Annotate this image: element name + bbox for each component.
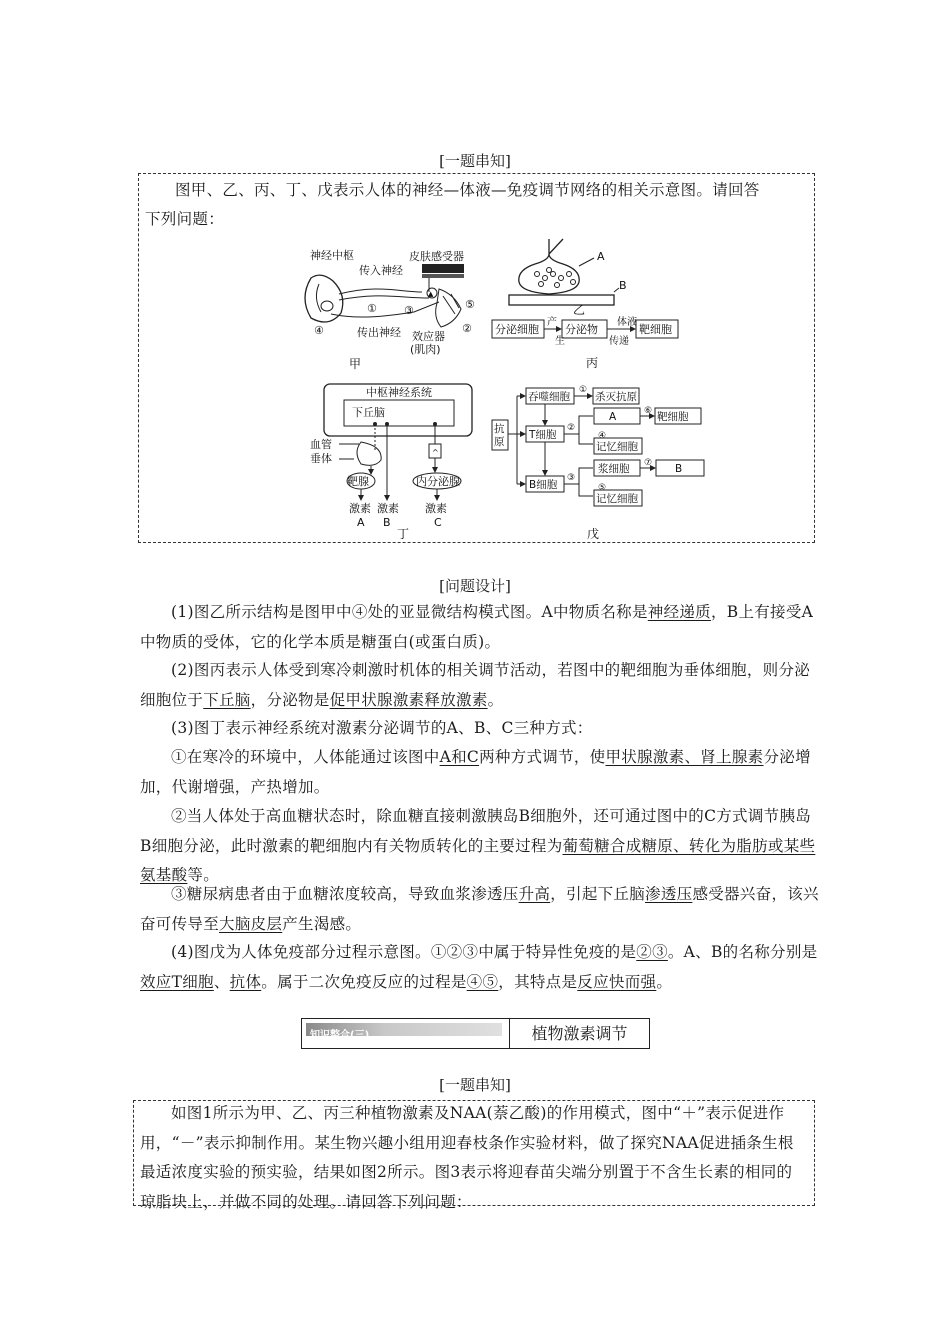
figure-yi-synapse bbox=[509, 239, 627, 317]
bing-substance: 分泌物 bbox=[565, 323, 598, 336]
question-3-2: ②当人体处于高血糖状态时，除血糖直接刺激胰岛B细胞外，还可通过图中的C方式调节胰岛B细胞分泌，此时激素的靶细胞内有关物质转化的主要过程为葡萄糖合成糖原、转化为脂肪或某些氨基酸等。 bbox=[140, 807, 816, 884]
wu-antigen2: 原 bbox=[494, 436, 505, 448]
figure-wu-immunity bbox=[492, 385, 704, 541]
ding-gland: 靶腺 bbox=[347, 475, 369, 488]
label-yi-a: A bbox=[597, 250, 605, 263]
question-3: (3)图丁表示神经系统对激素分泌调节的A、B、C三种方式： bbox=[171, 719, 593, 737]
section-heading-3: [一题串知] bbox=[439, 1076, 511, 1094]
wu-n2: ② bbox=[567, 423, 576, 433]
knowledge-title: 植物激素调节 bbox=[531, 1024, 628, 1043]
wu-antigen1: 抗 bbox=[494, 423, 505, 435]
figure-jia-reflex-arc bbox=[305, 248, 475, 371]
knowledge-badge: 知识整合(三) bbox=[302, 1019, 510, 1048]
marker-2: ② bbox=[462, 322, 472, 335]
wu-bcell: B细胞 bbox=[529, 479, 558, 491]
label-neural-center: 神经中枢 bbox=[310, 249, 354, 262]
ding-endocrine: 内分泌腺 bbox=[416, 475, 460, 488]
ding-hypothalamus: 下丘脑 bbox=[352, 406, 385, 419]
wu-n6: ⑥ bbox=[644, 406, 653, 416]
plant-hormone-box bbox=[133, 1100, 815, 1211]
figure-ding-hormone bbox=[310, 384, 472, 541]
bing-transport: 传递 bbox=[609, 336, 629, 347]
ding-b: B bbox=[383, 516, 391, 529]
intro-line-2: 下列问题： bbox=[145, 210, 225, 228]
label-bing: 丙 bbox=[586, 356, 599, 370]
svg-text:^: ^ bbox=[432, 448, 439, 457]
label-ding: 丁 bbox=[397, 527, 410, 541]
label-effector-note: (肌肉) bbox=[410, 343, 441, 356]
ding-cns: 中枢神经系统 bbox=[366, 386, 432, 399]
marker-5: ⑤ bbox=[465, 298, 475, 311]
ding-pituitary: 垂体 bbox=[310, 452, 332, 465]
question-3-1: ①在寒冷的环境中，人体能通过该图中A和C两种方式调节，使甲状腺激素、肾上腺素分泌增加，代谢增强，产热增加。 bbox=[140, 748, 811, 796]
wu-target: 靶细胞 bbox=[657, 411, 689, 423]
knowledge-header bbox=[301, 1018, 650, 1049]
question-4: (4)图戊为人体免疫部分过程示意图。①②③中属于特异性免疫的是②③。A、B的名称分别是效应T细胞、抗体。属于二次免疫反应的过程是④⑤，其特点是反应快而强。 bbox=[140, 943, 818, 991]
wu-plasma: 浆细胞 bbox=[598, 463, 630, 475]
bing-fluid: 体液 bbox=[617, 317, 637, 328]
wu-n5: ⑤ bbox=[598, 483, 607, 493]
wu-memory2: 记忆细胞 bbox=[596, 493, 638, 505]
marker-3: ③ bbox=[404, 304, 414, 317]
wu-kill: 杀灭抗原 bbox=[595, 391, 637, 403]
label-receptor: 皮肤感受器 bbox=[409, 250, 464, 263]
label-yi-b: B bbox=[619, 279, 627, 292]
question-2: (2)图丙表示人体受到寒冷刺激时机体的相关调节活动，若图中的靶细胞为垂体细胞，则分泌细胞位于下丘脑，分泌物是促甲状腺激素释放激素。 bbox=[140, 661, 811, 709]
plant-hormone-intro: 如图1所示为甲、乙、丙三种植物激素及NAA(萘乙酸)的作用模式，图中“＋”表示促进作用，“－”表示抑制作用。某生物兴趣小组用迎春枝条作实验材料，做了探究NAA促进插条生根最适浓度实验的预实验，结果如图2所示。图3表示将迎春苗尖端分别置于不含生长素的相同的琼脂块上，并做不同的处理。请回答下列问题： bbox=[140, 1104, 794, 1211]
bing-cell: 分泌细胞 bbox=[495, 323, 539, 336]
bing-target: 靶细胞 bbox=[639, 323, 672, 336]
section-heading-2: [问题设计] bbox=[439, 577, 511, 595]
label-afferent: 传入神经 bbox=[359, 264, 403, 277]
wu-memory1: 记忆细胞 bbox=[596, 441, 638, 453]
ding-vessel: 血管 bbox=[310, 438, 332, 451]
wu-phagocyte: 吞噬细胞 bbox=[528, 391, 570, 403]
marker-4: ④ bbox=[314, 324, 324, 337]
label-effector: 效应器 bbox=[412, 330, 445, 343]
wu-a: A bbox=[609, 411, 617, 423]
ding-hormone-c: 激素 bbox=[425, 502, 447, 515]
label-yi: 乙 bbox=[573, 303, 586, 317]
wu-n4: ④ bbox=[598, 431, 607, 441]
label-efferent: 传出神经 bbox=[357, 326, 401, 339]
wu-n1: ① bbox=[579, 385, 588, 395]
ding-hormone-b: 激素 bbox=[377, 502, 399, 515]
question-3-3: ③糖尿病患者由于血糖浓度较高，导致血浆渗透压升高，引起下丘脑渗透压感受器兴奋，该兴奋可传导至大脑皮层产生渴感。 bbox=[140, 885, 819, 933]
marker-1: ① bbox=[367, 302, 377, 315]
label-wu: 戊 bbox=[587, 527, 600, 541]
intro-line-1: 图甲、乙、丙、丁、戊表示人体的神经—体液—免疫调节网络的相关示意图。请回答 bbox=[175, 181, 760, 199]
bing-produce: 产 bbox=[547, 317, 557, 328]
ding-a: A bbox=[357, 516, 365, 529]
svg-text:▲: ▲ bbox=[428, 290, 434, 298]
figure-diagrams bbox=[139, 174, 816, 544]
question-1: (1)图乙所示结构是图甲中④处的亚显微结构模式图。A中物质名称是神经递质，B上有接受A中物质的受体，它的化学本质是糖蛋白(或蛋白质)。 bbox=[140, 603, 814, 651]
wu-n3: ③ bbox=[567, 473, 576, 483]
wu-n7: ⑦ bbox=[644, 458, 653, 468]
section-heading-1: [一题串知] bbox=[439, 152, 511, 170]
wu-tcell: T细胞 bbox=[529, 429, 557, 441]
figure-bing-secretion bbox=[492, 315, 678, 370]
ding-hormone-a: 激素 bbox=[349, 502, 371, 515]
figure-box bbox=[138, 173, 815, 543]
bing-produce2: 生 bbox=[555, 336, 565, 347]
label-jia: 甲 bbox=[349, 357, 362, 371]
wu-b: B bbox=[675, 463, 683, 475]
ding-c: C bbox=[434, 516, 442, 529]
